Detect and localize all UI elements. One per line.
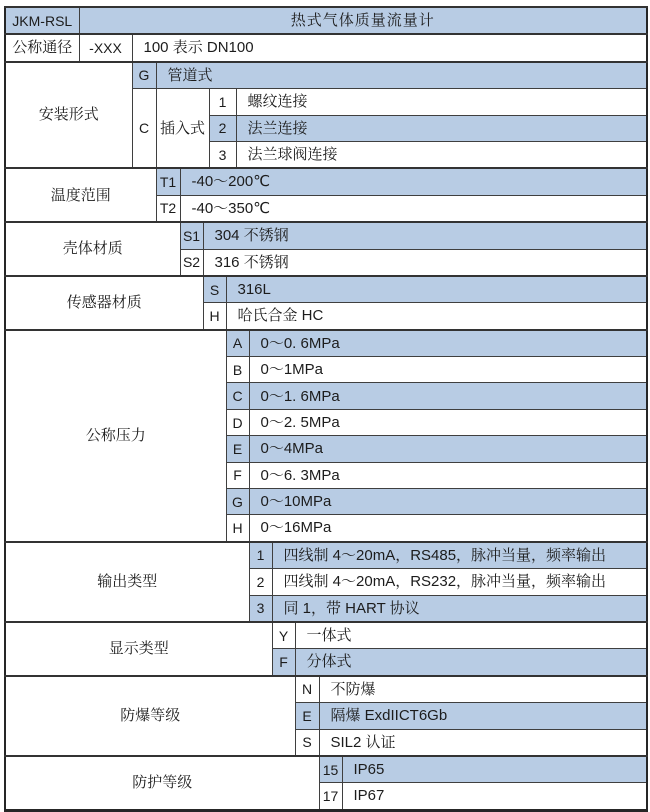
table-row xyxy=(5,276,647,303)
value-cell: IP65 xyxy=(342,756,647,783)
code-cell: 1 xyxy=(209,89,236,115)
code-cell: G xyxy=(132,62,156,89)
code-cell: S2 xyxy=(180,249,203,276)
code-cell: 15 xyxy=(319,756,342,783)
value-cell: 0～6. 3MPa xyxy=(249,462,647,488)
value-cell: 哈氏合金 HC xyxy=(226,303,647,330)
category-cell: 公称压力 xyxy=(5,330,226,542)
code-cell: T2 xyxy=(156,195,180,222)
value-cell: 0～1MPa xyxy=(249,357,647,383)
code-cell: H xyxy=(203,303,226,330)
code-cell: H xyxy=(226,515,249,542)
value-cell: 0～2. 5MPa xyxy=(249,409,647,435)
code-cell: 2 xyxy=(209,115,236,141)
value-cell: SIL2 认证 xyxy=(319,729,647,756)
category-cell: 防爆等级 xyxy=(5,676,295,756)
spec-table xyxy=(4,6,648,812)
code-cell: E xyxy=(226,436,249,462)
table-row xyxy=(5,622,647,649)
value-cell: 100 表示 DN100 xyxy=(132,34,647,61)
code-cell: 2 xyxy=(249,569,272,595)
value-cell: 四线制 4～20mA，RS232，脉冲当量，频率输出 xyxy=(272,569,647,595)
code-cell: F xyxy=(226,462,249,488)
table-row xyxy=(5,34,647,61)
value-cell: -40～200℃ xyxy=(180,168,647,195)
code-cell: S xyxy=(203,276,226,303)
value-cell: 304 不锈钢 xyxy=(203,222,647,249)
code-cell: T1 xyxy=(156,168,180,195)
code-cell: D xyxy=(226,409,249,435)
code-cell: 17 xyxy=(319,783,342,810)
value-cell: 0～10MPa xyxy=(249,489,647,515)
model-cell: JKM-RSL xyxy=(5,7,79,34)
value-cell: 螺纹连接 xyxy=(236,89,647,115)
value-cell: 一体式 xyxy=(295,622,647,649)
value-cell: 四线制 4～20mA，RS485，脉冲当量，频率输出 xyxy=(272,542,647,569)
table-row xyxy=(5,168,647,195)
code-cell: C xyxy=(132,89,156,169)
table-row xyxy=(5,542,647,569)
value-cell: 0～16MPa xyxy=(249,515,647,542)
category-cell: 防护等级 xyxy=(5,756,319,810)
code-cell: 3 xyxy=(249,595,272,622)
code-cell: S1 xyxy=(180,222,203,249)
code-cell: -XXX xyxy=(79,34,132,61)
code-cell: 3 xyxy=(209,141,236,168)
title-cell: 热式气体质量流量计 xyxy=(79,7,647,34)
value-cell: 0～0. 6MPa xyxy=(249,330,647,357)
value-cell: 316L xyxy=(226,276,647,303)
value-cell: 同 1，带 HART 协议 xyxy=(272,595,647,622)
header-row xyxy=(5,7,647,34)
code-cell: C xyxy=(226,383,249,409)
value-cell: 分体式 xyxy=(295,649,647,676)
code-cell: B xyxy=(226,357,249,383)
code-cell: G xyxy=(226,489,249,515)
value-cell: 0～4MPa xyxy=(249,436,647,462)
value-cell: 管道式 xyxy=(156,62,647,89)
table-row xyxy=(5,756,647,783)
value-cell: 0～1. 6MPa xyxy=(249,383,647,409)
category-cell: 温度范围 xyxy=(5,168,156,222)
value-cell: 隔爆 ExdIICT6Gb xyxy=(319,703,647,729)
value-cell: 法兰连接 xyxy=(236,115,647,141)
value-cell: IP67 xyxy=(342,783,647,810)
code-cell: 1 xyxy=(249,542,272,569)
category-cell: 壳体材质 xyxy=(5,222,180,276)
value-cell: -40～350℃ xyxy=(180,195,647,222)
code-cell: E xyxy=(295,703,319,729)
code-cell: F xyxy=(272,649,295,676)
value-cell: 不防爆 xyxy=(319,676,647,703)
category-cell: 输出类型 xyxy=(5,542,249,622)
table-row xyxy=(5,222,647,249)
subcategory-cell: 插入式 xyxy=(156,89,209,169)
table-row xyxy=(5,62,647,89)
category-cell: 安装形式 xyxy=(5,62,132,169)
code-cell: A xyxy=(226,330,249,357)
code-cell: N xyxy=(295,676,319,703)
value-cell: 316 不锈钢 xyxy=(203,249,647,276)
value-cell: 法兰球阀连接 xyxy=(236,141,647,168)
category-cell: 传感器材质 xyxy=(5,276,203,330)
table-row xyxy=(5,330,647,357)
code-cell: S xyxy=(295,729,319,756)
category-cell: 显示类型 xyxy=(5,622,272,676)
category-cell: 公称通径 xyxy=(5,34,79,61)
table-row xyxy=(5,676,647,703)
code-cell: Y xyxy=(272,622,295,649)
